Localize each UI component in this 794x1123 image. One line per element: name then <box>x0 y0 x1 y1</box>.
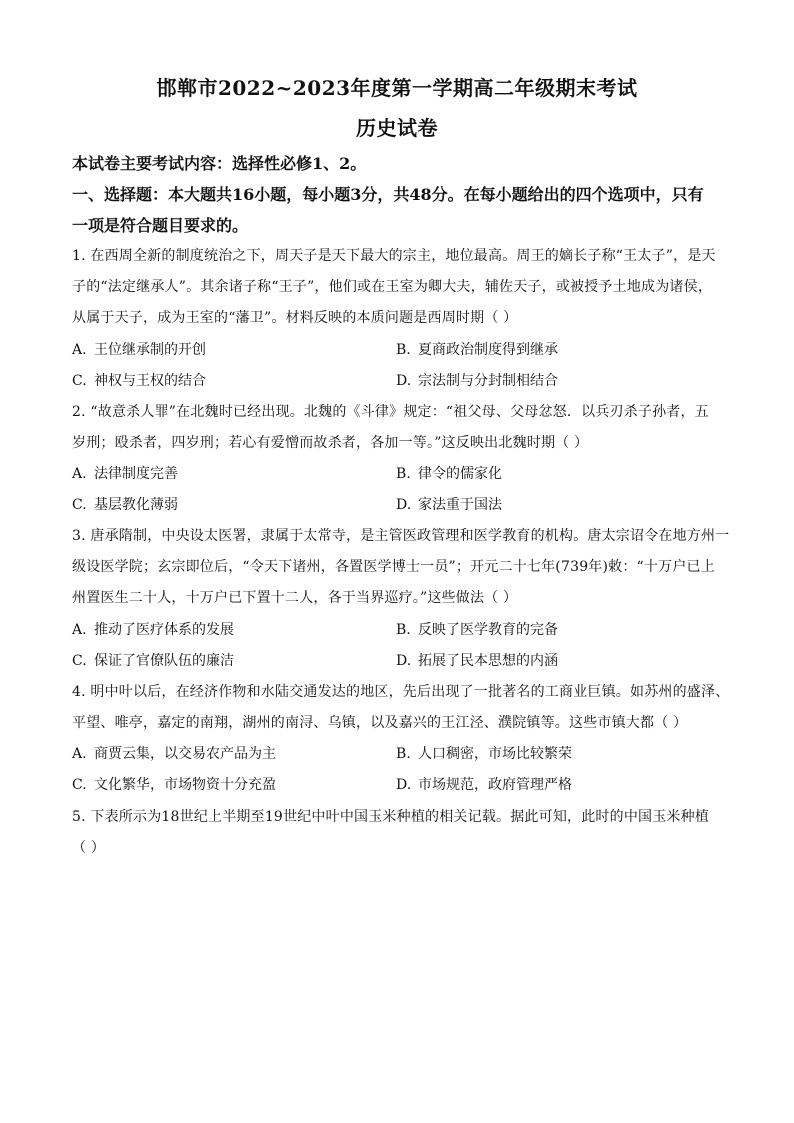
option-letter: D. <box>396 497 412 513</box>
option-letter: C. <box>72 777 87 793</box>
option-letter: D. <box>396 373 412 389</box>
option-letter: D. <box>396 653 412 669</box>
question-1-line-2: 子的“法定继承人”。其余诸子称“王子”，他们或在王室为卿大夫，辅佐天子，或被授予土地成为诸侯， <box>72 279 713 295</box>
option-letter: B. <box>396 746 411 762</box>
question-1-line-3: 从属于天子，成为王室的“藩卫”。材料反映的本质问题是西周时期（ ） <box>72 310 518 326</box>
question-3-option-c[interactable] <box>72 650 234 670</box>
question-3-option-b[interactable] <box>396 619 558 639</box>
option-text: 宗法制与分封制相结合 <box>418 373 558 389</box>
question-1-line-1: 1. 在西周全新的制度统治之下，周天子是天下最大的宗主，地位最高。周王的嫡长子称“王太子”，是天 <box>72 248 716 264</box>
question-1-option-c[interactable] <box>72 370 206 390</box>
option-letter: A. <box>72 342 87 358</box>
question-4-line-2: 平望、唯亭，嘉定的南翔，湖州的南浔、乌镇，以及嘉兴的王江泾、濮院镇等。这些市镇大都（ ） <box>72 715 688 731</box>
option-letter: A. <box>72 622 87 638</box>
question-1-option-d[interactable] <box>396 370 558 390</box>
option-letter: C. <box>72 373 87 389</box>
question-4-line-1: 4. 明中叶以后，在经济作物和水陆交通发达的地区，先后出现了一批著名的工商业巨镇。如苏州的盛泽、 <box>72 684 730 700</box>
option-text: 保证了官僚队伍的廉洁 <box>94 653 234 669</box>
question-1-option-b[interactable] <box>396 339 558 359</box>
option-text: 律令的儒家化 <box>418 466 502 482</box>
question-2-option-d[interactable] <box>396 494 502 514</box>
question-2-line-1: 2. “故意杀人罪”在北魏时已经出现。北魏的《斗律》规定：“祖父母、父母忿怒．以兵刃杀子孙者，五 <box>72 404 709 420</box>
question-2-option-c[interactable] <box>72 494 178 514</box>
option-letter: A. <box>72 746 87 762</box>
question-4-option-c[interactable] <box>72 774 276 794</box>
question-5-line-1: 5. 下表所示为18世纪上半期至19世纪中叶中国玉米种植的相关记载。据此可知，此时的中国玉米种植 <box>72 809 710 825</box>
option-letter: B. <box>396 466 411 482</box>
question-4-option-a[interactable] <box>72 743 276 763</box>
question-4-option-b[interactable] <box>396 743 572 763</box>
option-text: 王位继承制的开创 <box>94 342 206 358</box>
option-text: 推动了医疗体系的发展 <box>94 622 234 638</box>
option-text: 拓展了民本思想的内涵 <box>418 653 558 669</box>
question-4-option-d[interactable] <box>396 774 572 794</box>
question-3-line-3: 州置医生二十人，十万户已下置十二人，各于当界巡疗。”这些做法（ ） <box>72 590 518 606</box>
exam-title: 邯郸市2022~2023年度第一学期高二年级期末考试 <box>156 76 638 100</box>
section-heading-line-2: 一项是符合题目要求的。 <box>72 216 249 235</box>
question-3-option-d[interactable] <box>396 650 558 670</box>
option-letter: D. <box>396 777 412 793</box>
option-text: 家法重于国法 <box>418 497 502 513</box>
question-3-option-a[interactable] <box>72 619 234 639</box>
option-letter: B. <box>396 342 411 358</box>
option-text: 文化繁华，市场物资十分充盈 <box>94 777 276 793</box>
option-text: 基层教化薄弱 <box>94 497 178 513</box>
question-2-option-b[interactable] <box>396 463 502 483</box>
exam-scope: 本试卷主要考试内容：选择性必修1、2。 <box>72 154 367 173</box>
option-letter: B. <box>396 622 411 638</box>
option-text: 商贾云集，以交易农产品为主 <box>94 746 276 762</box>
option-letter: A. <box>72 466 87 482</box>
option-text: 反映了医学教育的完备 <box>418 622 558 638</box>
option-text: 法律制度完善 <box>94 466 178 482</box>
option-text: 市场规范，政府管理严格 <box>418 777 572 793</box>
question-5-line-2: （ ） <box>72 840 106 856</box>
question-2-line-2: 岁刑；殴杀者，四岁刑；若心有爱憎而故杀者，各加一等。”这反映出北魏时期（ ） <box>72 435 589 451</box>
option-letter: C. <box>72 653 87 669</box>
option-text: 神权与王权的结合 <box>94 373 206 389</box>
question-3-line-1: 3. 唐承隋制，中央设太医署，隶属于太常寺，是主管医政管理和医学教育的机构。唐太宗诏令在地方州一 <box>72 528 730 544</box>
option-text: 夏商政治制度得到继承 <box>418 342 558 358</box>
question-3-line-2: 级设医学院；玄宗即位后，“令天下诸州，各置医学博士一员”；开元二十七年(739年)敕：“十万户已上 <box>72 559 715 575</box>
exam-subtitle: 历史试卷 <box>356 116 438 140</box>
option-text: 人口稠密，市场比较繁荣 <box>418 746 572 762</box>
question-2-option-a[interactable] <box>72 463 178 483</box>
question-1-option-a[interactable] <box>72 339 206 359</box>
section-heading-line-1: 一、选择题：本大题共16小题，每小题3分，共48分。在每小题给出的四个选项中，只有 <box>72 185 704 204</box>
option-letter: C. <box>72 497 87 513</box>
